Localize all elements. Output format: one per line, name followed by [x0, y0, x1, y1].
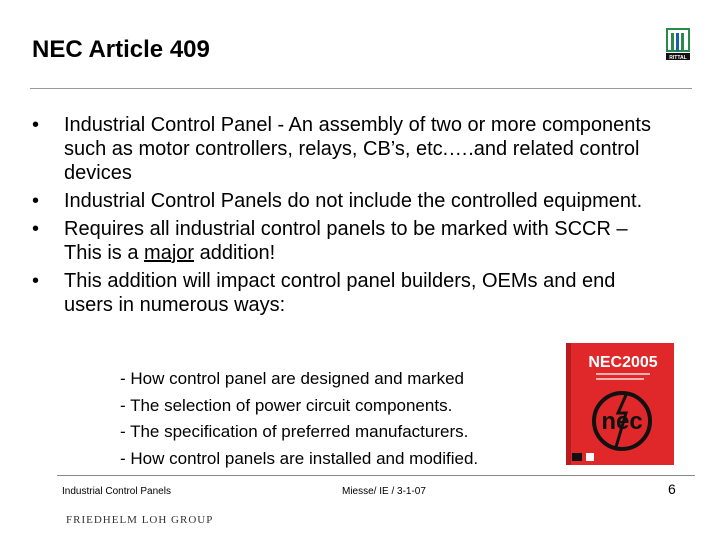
slide-title: NEC Article 409 — [32, 36, 210, 63]
bullet-item — [32, 113, 652, 185]
title-divider — [30, 88, 692, 89]
footer-author: Miesse/ IE / 3-1-07 — [342, 486, 426, 497]
footer-title: Industrial Control Panels — [62, 486, 171, 497]
bullet-marker: • — [32, 218, 40, 240]
sub-item-list — [120, 366, 560, 472]
bullet-text: Industrial Control Panels do not include the controlled equipment. — [64, 190, 643, 212]
rittal-logo-icon — [666, 28, 690, 62]
svg-text:nec: nec — [601, 408, 643, 435]
bullet-text: This addition will impact control panel builders, OEMs and end users in numerous ways: — [64, 270, 616, 316]
rittal-logo — [666, 28, 690, 62]
bullet-text-post: addition! — [194, 242, 276, 264]
sub-item: - The specification of preferred manufacturers. — [120, 422, 469, 441]
svg-text:RITTAL: RITTAL — [669, 55, 687, 61]
footer-divider — [57, 475, 695, 476]
bullet-item — [32, 189, 652, 213]
bullet-item — [32, 269, 652, 317]
bullet-item — [32, 217, 652, 265]
page-number: 6 — [668, 481, 676, 497]
bullet-list — [32, 113, 652, 321]
bullet-text-pre: Requires all industrial control panels to be marked with SCCR – This is a — [64, 218, 628, 264]
company-name: FRIEDHELM LOH GROUP — [66, 514, 214, 526]
bullet-marker: • — [32, 114, 40, 136]
bullet-text-underlined: major — [144, 242, 195, 264]
sub-item: - How control panels are installed and modified. — [120, 448, 479, 468]
nec-2005-book-image — [566, 343, 674, 465]
sub-item: - How control panel are designed and marked — [120, 369, 464, 388]
bullet-marker: • — [32, 190, 40, 212]
bullet-text: Industrial Control Panel - An assembly of two or more components such as motor controllers, relays, CB’s, etc.….and related control devices — [64, 114, 651, 184]
bullet-marker: • — [32, 270, 40, 292]
sub-item: - The selection of power circuit components. — [120, 395, 453, 415]
svg-text:NEC2005: NEC2005 — [588, 354, 658, 371]
nec-book-cover — [566, 343, 674, 465]
